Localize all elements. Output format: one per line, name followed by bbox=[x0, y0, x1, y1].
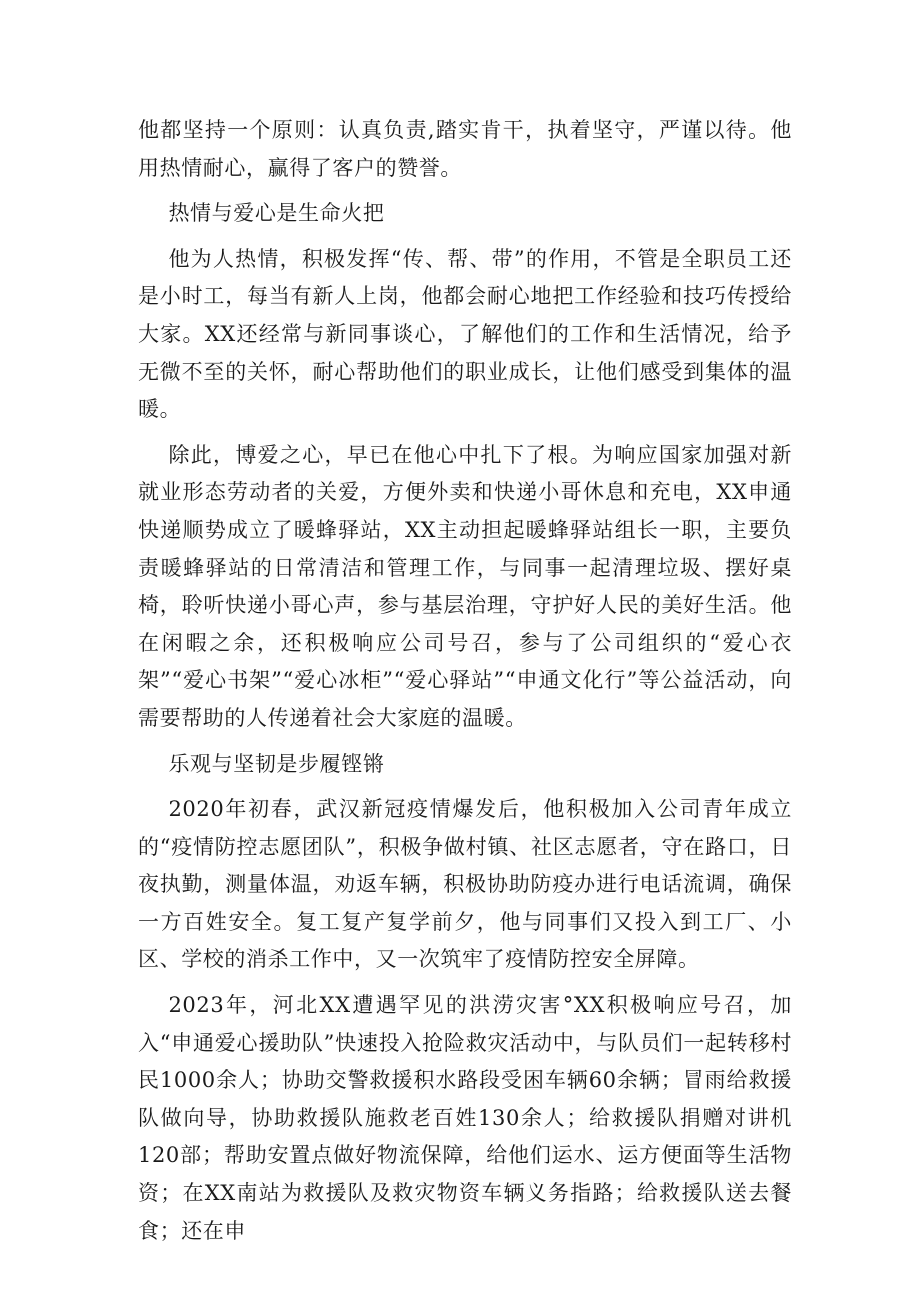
paragraph-flood-rescue: 2023年，河北XX遭遇罕见的洪涝灾害°XX积极响应号召，加入“申通爱心援助队”快速投入抢险救灾活动中，与队员们一起转移村民1000余人；协助交警救援积水路段受困车辆60余辆；冒雨给救援队做向导，协助救援队施救老百姓130余人；给救援队捐赠对讲机120部；帮助安置点做好物流保障，给他们运水、运方便面等生活物资；在XX南站为救援队及救灾物资车辆义务指路；给救援队送去餐食；还在申 bbox=[138, 993, 792, 1243]
paragraph-intro-continuation: 他都坚持一个原则：认真负责,踏实肯干，执着坚守，严谨以待。他用热情耐心，赢得了客户的赞誉。 bbox=[138, 118, 792, 180]
paragraph-epidemic-volunteer: 2020年初春，武汉新冠疫情爆发后，他积极加入公司青年成立的“疫情防控志愿团队”，积极争做村镇、社区志愿者，守在路口，日夜执勤，测量体温，劝返车辆，积极协助防疫办进行电话流调，确保一方百姓安全。复工复产复学前夕，他与同事们又投入到工厂、小区、学校的消杀工作中，又一次筑牢了疫情防控安全屏障。 bbox=[138, 797, 792, 972]
section-heading-optimism: 乐观与坚韧是步履铿锵 bbox=[168, 751, 385, 776]
paragraph-warm-bee-station: 除此，博爱之心，早已在他心中扎下了根。为响应国家加强对新就业形态劳动者的关爱，方便外卖和快递小哥休息和充电，XX申通快递顺势成立了暖蜂驿站，XX主动担起暖蜂驿站组长一职，主要负责暖蜂驿站的日常清洁和管理工作，与同事一起清理垃圾、摆好桌椅，聆听快递小哥心声，参与基层治理，守护好人民的美好生活。他在闲暇之余，还积极响应公司号召，参与了公司组织的“爱心衣架”“爱心书架”“爱心冰柜”“爱心驿站”“申通文化行”等公益活动，向需要帮助的人传递着社会大家庭的温暖。 bbox=[138, 442, 792, 730]
document-body bbox=[138, 112, 792, 1258]
paragraph-mentoring: 他为人热情，积极发挥“传、帮、带”的作用，不管是全职员工还是小时工，每当有新人上岗，他都会耐心地把工作经验和技巧传授给大家。XX还经常与新同事谈心，了解他们的工作和生活情况，给予无微不至的关怀，耐心帮助他们的职业成长，让他们感受到集体的温暖。 bbox=[138, 246, 792, 422]
section-heading-enthusiasm: 热情与爱心是生命火把 bbox=[168, 201, 385, 226]
